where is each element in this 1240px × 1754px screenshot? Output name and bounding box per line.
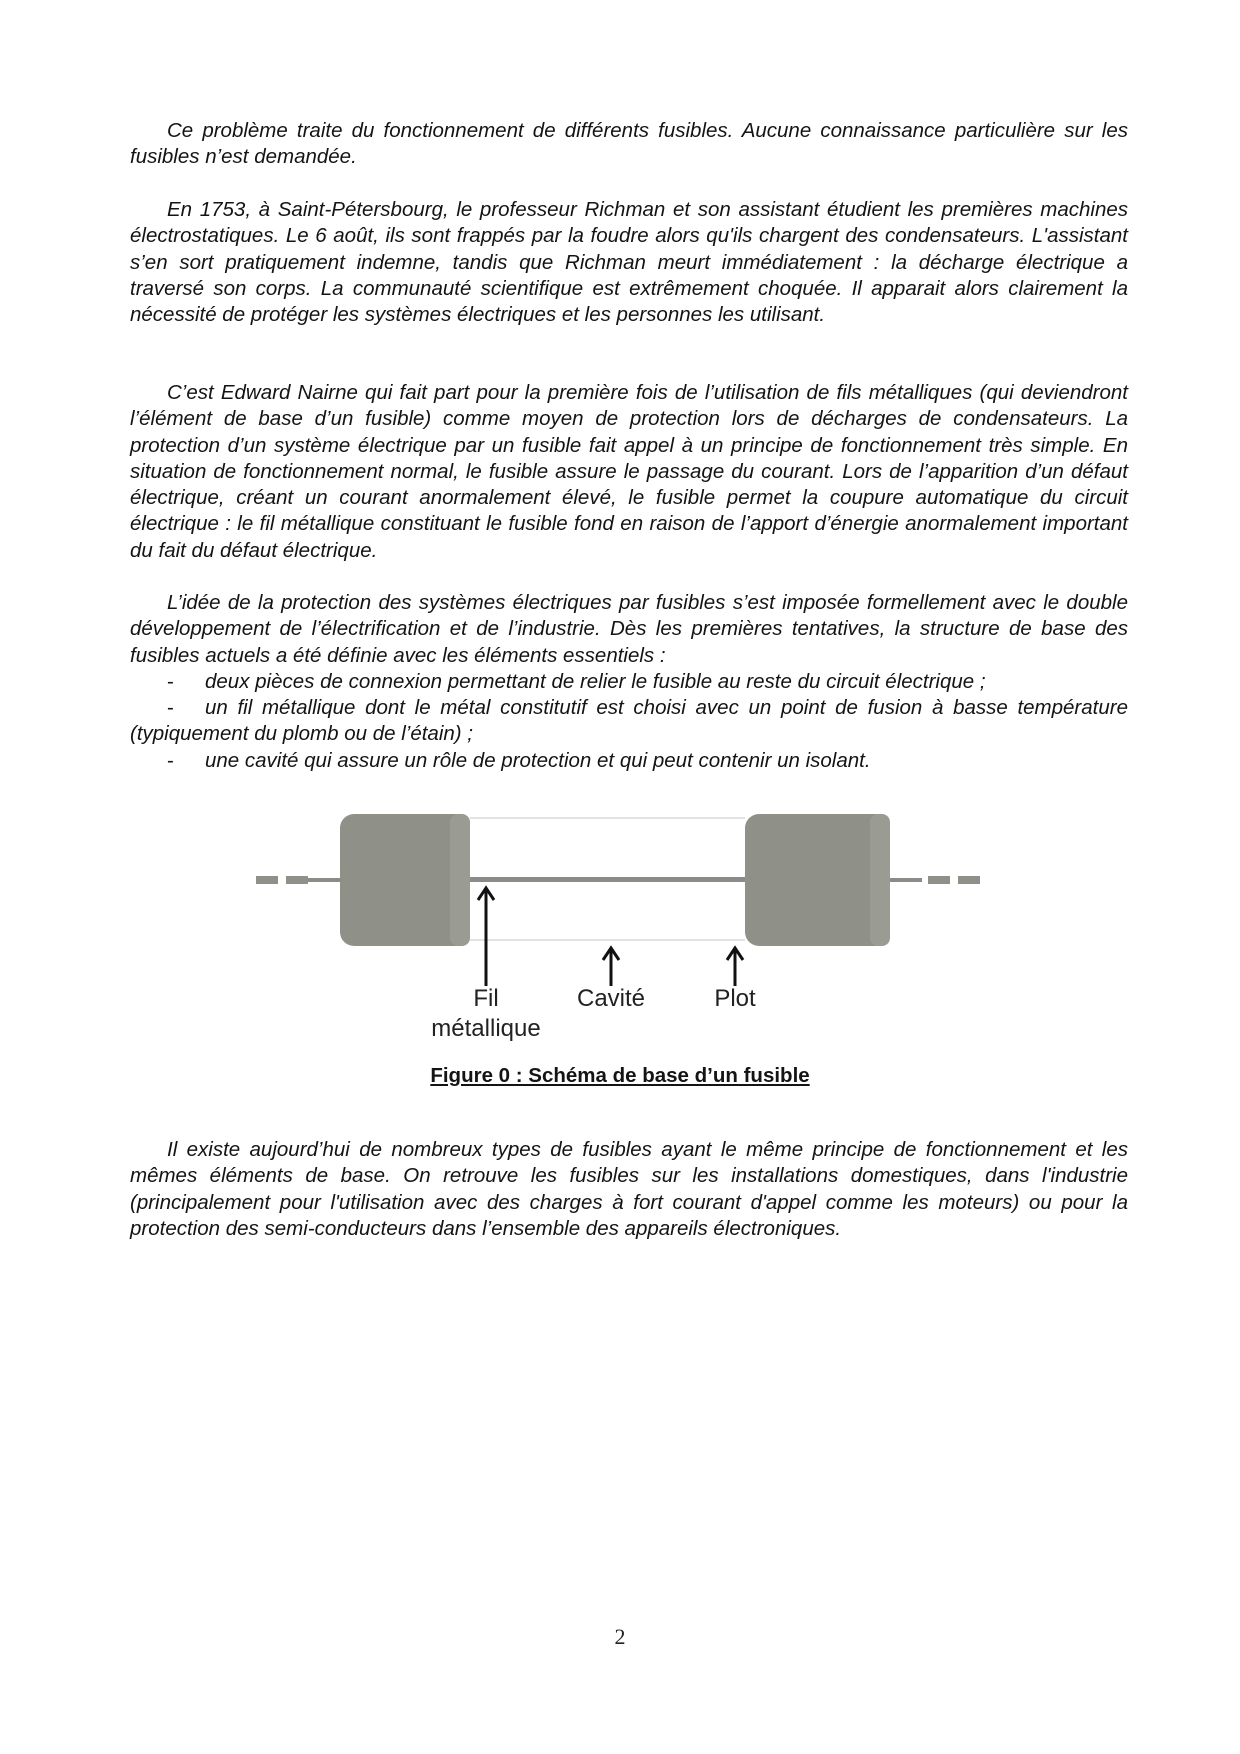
fuse-drawing bbox=[240, 800, 1000, 1000]
label-wire-line2: métallique bbox=[431, 1015, 541, 1042]
list-item bbox=[130, 748, 1128, 774]
left-lead-dash bbox=[256, 876, 278, 884]
list-bullet: - bbox=[167, 696, 174, 720]
label-plot: Plot bbox=[714, 985, 756, 1012]
list-item-text: deux pièces de connexion permettant de relier le fusible au reste du circuit électrique ; bbox=[205, 669, 986, 693]
arrow-wire bbox=[478, 888, 494, 986]
list-bullet: - bbox=[167, 669, 174, 693]
arrow-plot bbox=[727, 948, 743, 986]
paragraph-conclusion bbox=[130, 1137, 1128, 1242]
paragraph-structure bbox=[130, 590, 1128, 774]
left-lead bbox=[308, 878, 340, 882]
paragraph-text: L’idée de la protection des systèmes électriques par fusibles s’est imposée formellement avec le double développement de l’électrification et de l’industrie. Dès les premières tentatives, la structure de base des fusibles actuels a été définie avec les éléments essentiels : bbox=[130, 591, 1128, 667]
label-cavity: Cavité bbox=[576, 985, 646, 1012]
list-item bbox=[130, 669, 1128, 695]
paragraph-text: Il existe aujourd’hui de nombreux types de fusibles ayant le même principe de fonctionnement et les mêmes éléments de base. On retrouve les fusibles sur les installations domestiques, dans l'industrie (principalement pour l'utilisation avec des charges à fort courant d'appel comme les moteurs) ou pour la protection des semi-conducteurs dans l’ensemble des appareils électroniques. bbox=[130, 1138, 1128, 1240]
paragraph-principle bbox=[130, 380, 1128, 564]
left-lead-dash bbox=[286, 876, 308, 884]
paragraph-text: Ce problème traite du fonctionnement de différents fusibles. Aucune connaissance particulière sur les fusibles n’est demandée. bbox=[130, 119, 1128, 169]
label-wire-line1: Fil bbox=[473, 985, 499, 1012]
paragraph-intro bbox=[130, 118, 1128, 171]
page-number: 2 bbox=[614, 1624, 626, 1649]
right-cap-rim bbox=[870, 814, 890, 946]
metal-wire bbox=[470, 877, 745, 882]
figure-caption: Figure 0 : Schéma de base d’un fusible bbox=[430, 1064, 810, 1087]
label-wire bbox=[426, 984, 546, 1044]
fuse-diagram bbox=[240, 800, 1000, 1060]
right-lead-dash bbox=[928, 876, 950, 884]
right-lead-dash bbox=[958, 876, 980, 884]
list-bullet: - bbox=[167, 748, 174, 772]
paragraph-text: C’est Edward Nairne qui fait part pour la première fois de l’utilisation de fils métalliques (qui deviendront l’élément de base d’un fusible) comme moyen de protection lors de décharges de condensateurs. La protection d’un système électrique par un fusible fait appel à un principe de fonctionnement très simple. En situation de fonctionnement normal, le fusible assure le passage du courant. Lors de l’apparition d’un défaut électrique, créant un courant anormalement élevé, le fusible permet la coupure automatique du circuit électrique : le fil métallique constituant le fusible fond en raison de l’apport d’énergie anormalement important du fait du défaut électrique. bbox=[130, 381, 1128, 562]
list-item bbox=[130, 695, 1128, 748]
paragraph-text: En 1753, à Saint-Pétersbourg, le professeur Richman et son assistant étudient les premières machines électrostatiques. Le 6 août, ils sont frappés par la foudre alors qu'ils chargent des condensateurs. L'assistant s’en sort pratiquement indemne, tandis que Richman meurt immédiatement : la décharge électrique a traversé son corps. La communauté scientifique est extrêmement choquée. Il apparait alors clairement la nécessité de protéger les systèmes électriques et les personnes les utilisant. bbox=[130, 198, 1128, 327]
list-item-text: un fil métallique dont le métal constitutif est choisi avec un point de fusion à basse température (typiquement du plomb ou de l’étain) ; bbox=[130, 696, 1128, 746]
paragraph-history bbox=[130, 197, 1128, 328]
arrow-cavity bbox=[603, 948, 619, 986]
right-lead bbox=[890, 878, 922, 882]
right-cap bbox=[745, 814, 890, 946]
left-cap-rim bbox=[450, 814, 470, 946]
list-item-text: une cavité qui assure un rôle de protection et qui peut contenir un isolant. bbox=[205, 748, 871, 772]
